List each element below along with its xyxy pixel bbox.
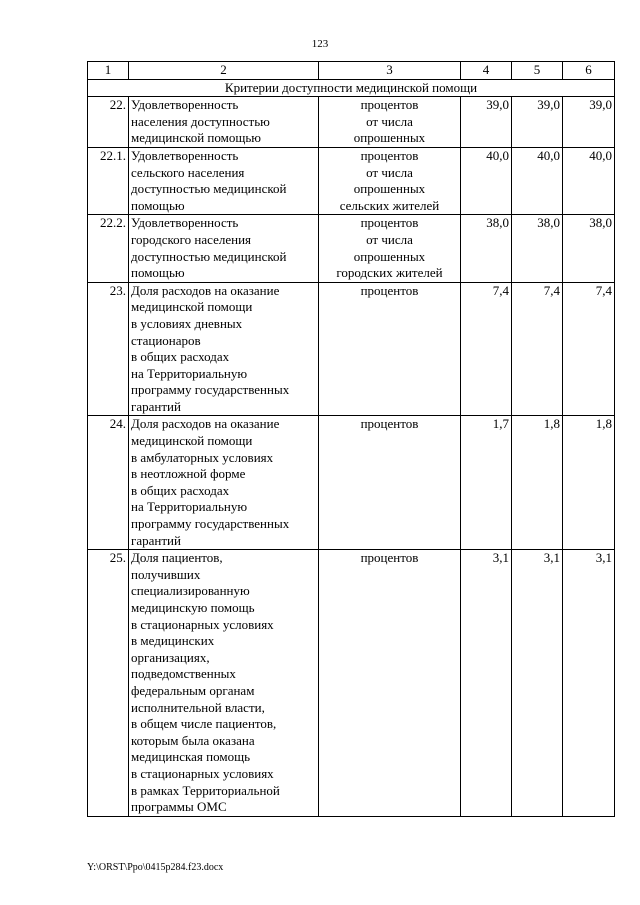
criterion-name: Удовлетворенность сельского населения доступностью медицинской помощью (129, 147, 319, 214)
table-row (88, 215, 615, 282)
unit-cell: процентов от числа опрошенных сельских жителей (319, 147, 461, 214)
table-row (88, 282, 615, 416)
row-number: 25. (88, 550, 129, 817)
row-number: 22.2. (88, 215, 129, 282)
value-col4: 40,0 (461, 147, 512, 214)
header-cell-1: 1 (88, 62, 129, 80)
header-cell-4: 4 (461, 62, 512, 80)
row-number: 22.1. (88, 147, 129, 214)
value-col4: 38,0 (461, 215, 512, 282)
criteria-table (87, 61, 615, 817)
value-col4: 1,7 (461, 416, 512, 550)
value-col6: 1,8 (563, 416, 615, 550)
value-col6: 7,4 (563, 282, 615, 416)
value-col4: 7,4 (461, 282, 512, 416)
criterion-name: Удовлетворенность городского населения доступностью медицинской помощью (129, 215, 319, 282)
value-col6: 39,0 (563, 97, 615, 148)
header-cell-2: 2 (129, 62, 319, 80)
row-number: 23. (88, 282, 129, 416)
value-col5: 7,4 (512, 282, 563, 416)
value-col5: 38,0 (512, 215, 563, 282)
unit-cell: процентов (319, 416, 461, 550)
file-path-footer: Y:\ORST\Ppo\0415p284.f23.docx (87, 862, 224, 873)
table-row (88, 97, 615, 148)
value-col5: 40,0 (512, 147, 563, 214)
header-cell-6: 6 (563, 62, 615, 80)
table-row (88, 416, 615, 550)
section-row (88, 79, 615, 97)
criterion-name: Доля расходов на оказание медицинской помощи в амбулаторных условиях в неотложной форме в общих расходах на Территориальную программу государственных гарантий (129, 416, 319, 550)
header-cell-5: 5 (512, 62, 563, 80)
row-number: 24. (88, 416, 129, 550)
unit-cell: процентов от числа опрошенных городских жителей (319, 215, 461, 282)
value-col5: 1,8 (512, 416, 563, 550)
header-cell-3: 3 (319, 62, 461, 80)
criterion-name: Доля расходов на оказание медицинской помощи в условиях дневных стационаров в общих расходах на Территориальную программу государственных гарантий (129, 282, 319, 416)
page-number: 123 (311, 38, 329, 50)
table-row (88, 147, 615, 214)
value-col5: 3,1 (512, 550, 563, 817)
unit-cell: процентов (319, 550, 461, 817)
section-title: Критерии доступности медицинской помощи (88, 79, 615, 97)
value-col6: 38,0 (563, 215, 615, 282)
header-row (88, 62, 615, 80)
value-col5: 39,0 (512, 97, 563, 148)
value-col6: 3,1 (563, 550, 615, 817)
table-row (88, 550, 615, 817)
criterion-name: Удовлетворенность населения доступностью медицинской помощью (129, 97, 319, 148)
criterion-name: Доля пациентов, получивших специализированную медицинскую помощь в стационарных условиях в медицинских организациях, подведомственных федеральным органам исполнительной власти, в общем числе пациентов, которым была оказана медицинская помощь в стационарных условиях в рамках Территориальной программы ОМС (129, 550, 319, 817)
value-col4: 39,0 (461, 97, 512, 148)
value-col4: 3,1 (461, 550, 512, 817)
unit-cell: процентов от числа опрошенных (319, 97, 461, 148)
row-number: 22. (88, 97, 129, 148)
unit-cell: процентов (319, 282, 461, 416)
value-col6: 40,0 (563, 147, 615, 214)
